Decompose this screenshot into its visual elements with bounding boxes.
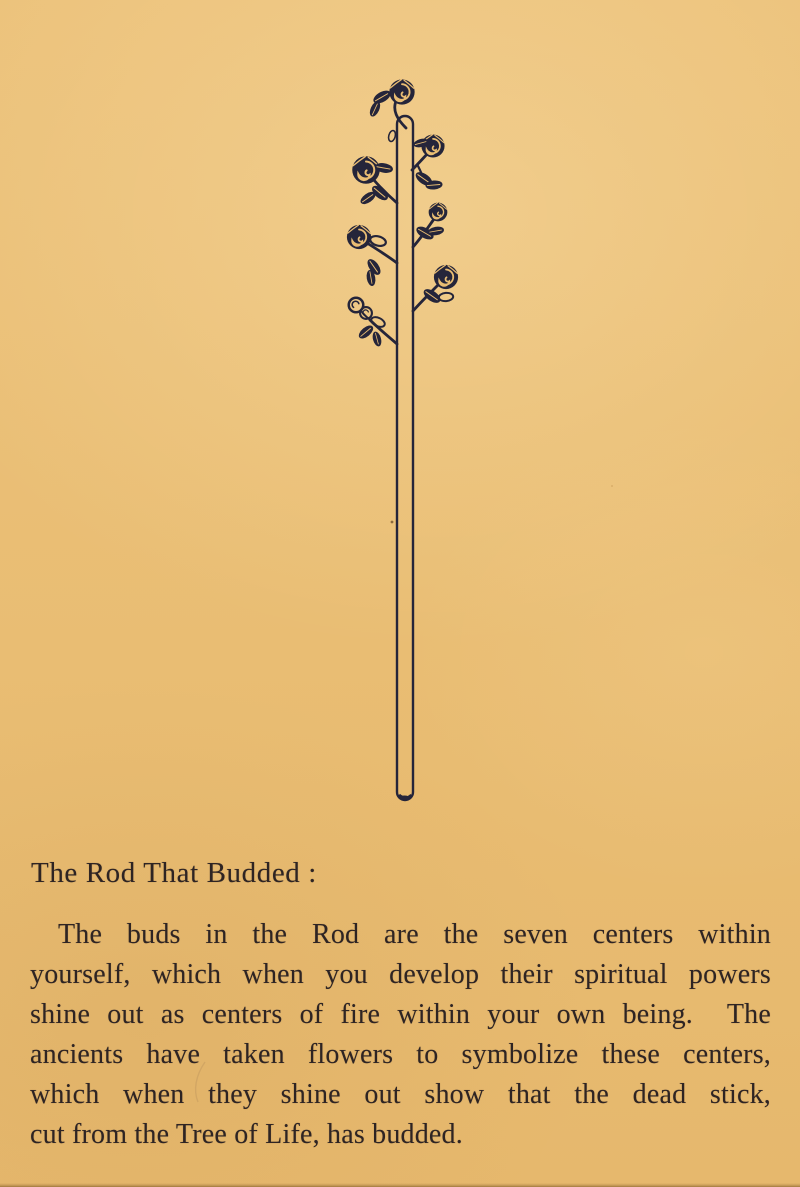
rose-branch-left-2-icon: [347, 225, 397, 287]
rose-branch-left-1-icon: [352, 156, 397, 206]
paragraph-line: shine out as centers of fire within your own being. The: [30, 999, 771, 1030]
rose-branch-right-3-icon: [413, 265, 458, 311]
bud-branch-left-3-icon: [349, 298, 397, 348]
rose-branch-right-1-icon: [412, 134, 445, 190]
body-paragraph: [30, 915, 771, 1155]
rose-branch-right-2-icon: [413, 203, 447, 247]
page-heading: The Rod That Budded :: [31, 857, 317, 889]
paragraph-line: yourself, which when you develop their spiritual powers: [30, 959, 771, 990]
paragraph-line: ancients have taken flowers to symbolize these centers,: [30, 1039, 771, 1070]
rose-top-icon: [368, 79, 415, 142]
rod-icon: [397, 116, 413, 800]
paragraph-line: which when they shine out show that the dead stick,: [30, 1079, 771, 1110]
paragraph-line: The buds in the Rod are the seven centers within: [58, 919, 771, 950]
paragraph-line: cut from the Tree of Life, has budded.: [30, 1119, 463, 1150]
page-bottom-edge: [0, 1183, 800, 1187]
